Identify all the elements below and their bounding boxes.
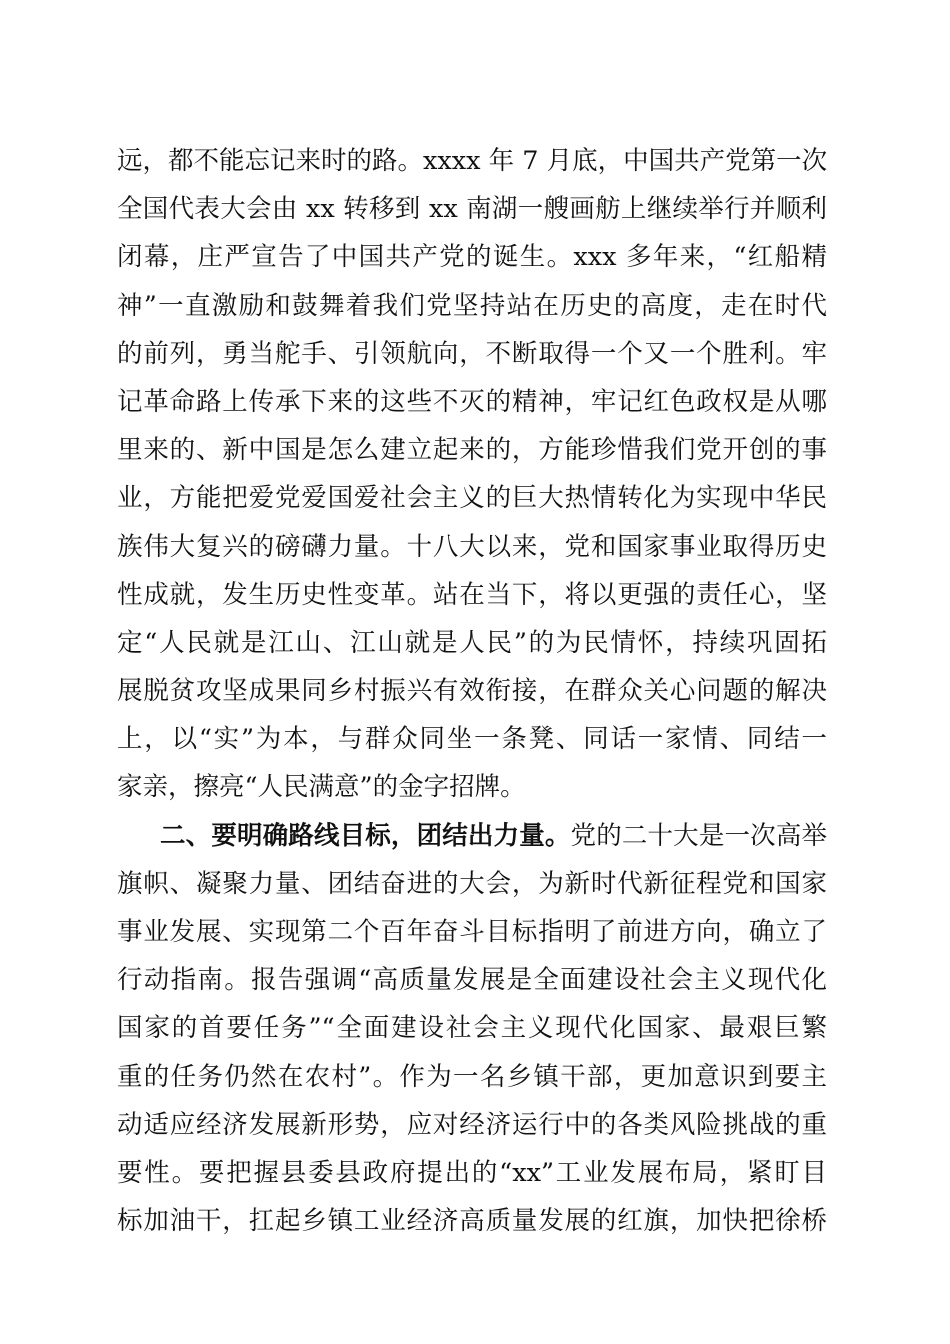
text-line: 性成就，发生历史性变革。站在当下，将以更强的责任心，坚	[117, 579, 827, 610]
text-line: 动适应经济发展新形势，应对经济运行中的各类风险挑战的重	[117, 1109, 827, 1140]
text-line: 事业发展、实现第二个百年奋斗目标指明了前进方向，确立了	[117, 917, 827, 947]
text-line: 的前列，勇当舵手、引领航向，不断取得一个又一个胜利。牢	[117, 338, 827, 369]
text-line: 闭幕，庄严宣告了中国共产党的诞生。xxx 多年来，“红船精	[117, 242, 827, 273]
text-line: 记革命路上传承下来的这些不灭的精神，牢记红色政权是从哪	[117, 386, 827, 417]
text-line: 国家的首要任务”“全面建设社会主义现代化国家、最艰巨繁	[117, 1013, 827, 1044]
text-line: 旗帜、凝聚力量、团结奋进的大会，为新时代新征程党和国家	[117, 868, 827, 899]
text-line: 行动指南。报告强调“高质量发展是全面建设社会主义现代化	[117, 965, 827, 996]
text-line: 上，以“实”为本，与群众同坐一条凳、同话一家情、同结一	[117, 724, 827, 755]
text-line: 族伟大复兴的磅礴力量。十八大以来，党和国家事业取得历史	[117, 531, 827, 562]
text-line: 里来的、新中国是怎么建立起来的，方能珍惜我们党开创的事	[117, 435, 827, 466]
text-line: 重的任务仍然在农村”。作为一名乡镇干部，更加意识到要主	[117, 1061, 827, 1092]
text-line: 业，方能把爱党爱国爱社会主义的巨大热情转化为实现中华民	[117, 483, 827, 514]
paragraph-1	[117, 137, 827, 812]
text-line: 远，都不能忘记来时的路。xxxx 年 7 月底，中国共产党第一次	[117, 146, 828, 176]
document-body	[117, 137, 827, 1245]
section-heading: 二、要明确路线目标，团结出力量。	[160, 820, 571, 851]
text-line: 定“人民就是江山、江山就是人民”的为民情怀，持续巩固拓	[117, 627, 827, 658]
heading-trailing-text: 党的二十大是一次高举	[570, 820, 827, 851]
text-line: 要性。要把握县委县政府提出的“xx”工业发展布局，紧盯目	[117, 1157, 827, 1188]
paragraph-2-first-line	[117, 812, 827, 860]
text-line: 全国代表大会由 xx 转移到 xx 南湖一艘画舫上继续举行并顺利	[117, 194, 827, 225]
paragraph-2	[117, 812, 827, 1246]
text-line: 家亲，擦亮“人民满意”的金字招牌。	[117, 772, 526, 803]
text-line: 神”一直激励和鼓舞着我们党坚持站在历史的高度，走在时代	[117, 290, 827, 321]
text-line: 标加油干，扛起乡镇工业经济高质量发展的红旗，加快把徐桥	[117, 1206, 827, 1237]
text-line: 展脱贫攻坚成果同乡村振兴有效衔接，在群众关心问题的解决	[117, 676, 827, 707]
